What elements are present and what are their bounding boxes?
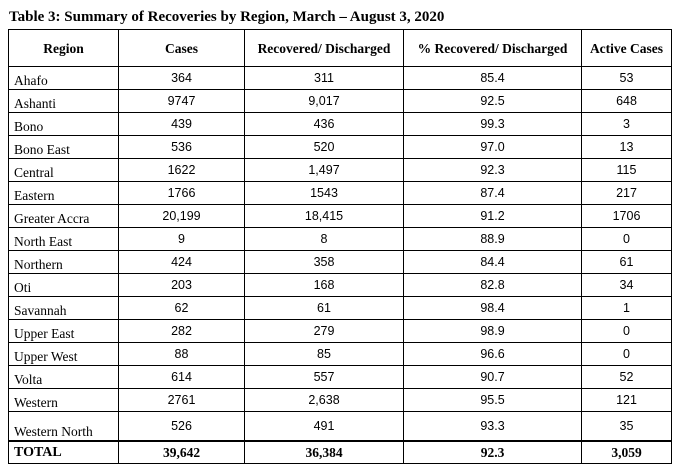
cell-region: Eastern	[9, 182, 119, 205]
table-row	[9, 205, 672, 228]
cell-active-cases: 61	[582, 251, 672, 274]
cell-active-cases: 3	[582, 113, 672, 136]
cell-active-cases: 1	[582, 297, 672, 320]
cell-cases: 9747	[119, 90, 245, 113]
cell-active-cases: 35	[582, 412, 672, 442]
cell-region: Western	[9, 389, 119, 412]
table-row	[9, 412, 672, 442]
cell-cases: 20,199	[119, 205, 245, 228]
cell-active-cases: 13	[582, 136, 672, 159]
cell-percent-recovered: 82.8	[404, 274, 582, 297]
cell-percent-recovered: 98.9	[404, 320, 582, 343]
cell-region: Greater Accra	[9, 205, 119, 228]
total-active-cases: 3,059	[582, 441, 672, 464]
total-label: TOTAL	[9, 441, 119, 464]
cell-active-cases: 0	[582, 320, 672, 343]
cell-recovered: 168	[245, 274, 404, 297]
cell-percent-recovered: 84.4	[404, 251, 582, 274]
table-row	[9, 274, 672, 297]
cell-cases: 1766	[119, 182, 245, 205]
cell-recovered: 491	[245, 412, 404, 442]
cell-recovered: 557	[245, 366, 404, 389]
cell-region: Oti	[9, 274, 119, 297]
cell-recovered: 9,017	[245, 90, 404, 113]
cell-percent-recovered: 92.5	[404, 90, 582, 113]
table-row	[9, 389, 672, 412]
table-row	[9, 113, 672, 136]
header-row	[9, 30, 672, 67]
cell-active-cases: 648	[582, 90, 672, 113]
cell-region: Western North	[9, 412, 119, 442]
cell-cases: 88	[119, 343, 245, 366]
cell-active-cases: 53	[582, 67, 672, 90]
table-row	[9, 297, 672, 320]
cell-percent-recovered: 90.7	[404, 366, 582, 389]
table-row	[9, 136, 672, 159]
cell-recovered: 18,415	[245, 205, 404, 228]
table-body	[9, 67, 672, 464]
cell-recovered: 8	[245, 228, 404, 251]
cell-cases: 536	[119, 136, 245, 159]
cell-recovered: 85	[245, 343, 404, 366]
cell-recovered: 311	[245, 67, 404, 90]
cell-cases: 526	[119, 412, 245, 442]
cell-percent-recovered: 99.3	[404, 113, 582, 136]
table-row	[9, 90, 672, 113]
cell-cases: 203	[119, 274, 245, 297]
cell-cases: 364	[119, 67, 245, 90]
table-row	[9, 366, 672, 389]
table-row	[9, 320, 672, 343]
cell-cases: 2761	[119, 389, 245, 412]
table-row	[9, 159, 672, 182]
cell-recovered: 279	[245, 320, 404, 343]
cell-active-cases: 52	[582, 366, 672, 389]
cell-active-cases: 0	[582, 343, 672, 366]
cell-active-cases: 0	[582, 228, 672, 251]
cell-percent-recovered: 97.0	[404, 136, 582, 159]
cell-active-cases: 1706	[582, 205, 672, 228]
cell-recovered: 1,497	[245, 159, 404, 182]
cell-percent-recovered: 88.9	[404, 228, 582, 251]
cell-cases: 9	[119, 228, 245, 251]
cell-percent-recovered: 85.4	[404, 67, 582, 90]
table-row	[9, 228, 672, 251]
header-cases: Cases	[119, 30, 245, 67]
cell-recovered: 358	[245, 251, 404, 274]
table-row	[9, 182, 672, 205]
cell-region: Ahafo	[9, 67, 119, 90]
table-row	[9, 343, 672, 366]
cell-region: Volta	[9, 366, 119, 389]
total-recovered: 36,384	[245, 441, 404, 464]
cell-cases: 614	[119, 366, 245, 389]
cell-cases: 62	[119, 297, 245, 320]
cell-percent-recovered: 93.3	[404, 412, 582, 442]
header-recovered: Recovered/ Discharged	[245, 30, 404, 67]
cell-active-cases: 34	[582, 274, 672, 297]
cell-percent-recovered: 96.6	[404, 343, 582, 366]
cell-cases: 1622	[119, 159, 245, 182]
cell-percent-recovered: 98.4	[404, 297, 582, 320]
total-percent-recovered: 92.3	[404, 441, 582, 464]
header-region: Region	[9, 30, 119, 67]
cell-cases: 439	[119, 113, 245, 136]
cell-region: Upper East	[9, 320, 119, 343]
cell-recovered: 2,638	[245, 389, 404, 412]
cell-recovered: 436	[245, 113, 404, 136]
cell-active-cases: 115	[582, 159, 672, 182]
cell-region: Bono	[9, 113, 119, 136]
cell-region: Ashanti	[9, 90, 119, 113]
total-cases: 39,642	[119, 441, 245, 464]
cell-recovered: 61	[245, 297, 404, 320]
cell-percent-recovered: 91.2	[404, 205, 582, 228]
cell-region: Upper West	[9, 343, 119, 366]
cell-region: Northern	[9, 251, 119, 274]
cell-percent-recovered: 87.4	[404, 182, 582, 205]
table-row	[9, 251, 672, 274]
total-row	[9, 441, 672, 464]
cell-cases: 424	[119, 251, 245, 274]
header-percent-recovered: % Recovered/ Discharged	[404, 30, 582, 67]
cell-region: Bono East	[9, 136, 119, 159]
table-caption: Table 3: Summary of Recoveries by Region, March – August 3, 2020	[9, 9, 445, 25]
cell-active-cases: 121	[582, 389, 672, 412]
cell-region: North East	[9, 228, 119, 251]
cell-percent-recovered: 95.5	[404, 389, 582, 412]
cell-percent-recovered: 92.3	[404, 159, 582, 182]
cell-recovered: 1543	[245, 182, 404, 205]
cell-cases: 282	[119, 320, 245, 343]
cell-active-cases: 217	[582, 182, 672, 205]
cell-region: Central	[9, 159, 119, 182]
header-active-cases: Active Cases	[582, 30, 672, 67]
cell-region: Savannah	[9, 297, 119, 320]
recoveries-table	[8, 29, 672, 464]
table-row	[9, 67, 672, 90]
cell-recovered: 520	[245, 136, 404, 159]
